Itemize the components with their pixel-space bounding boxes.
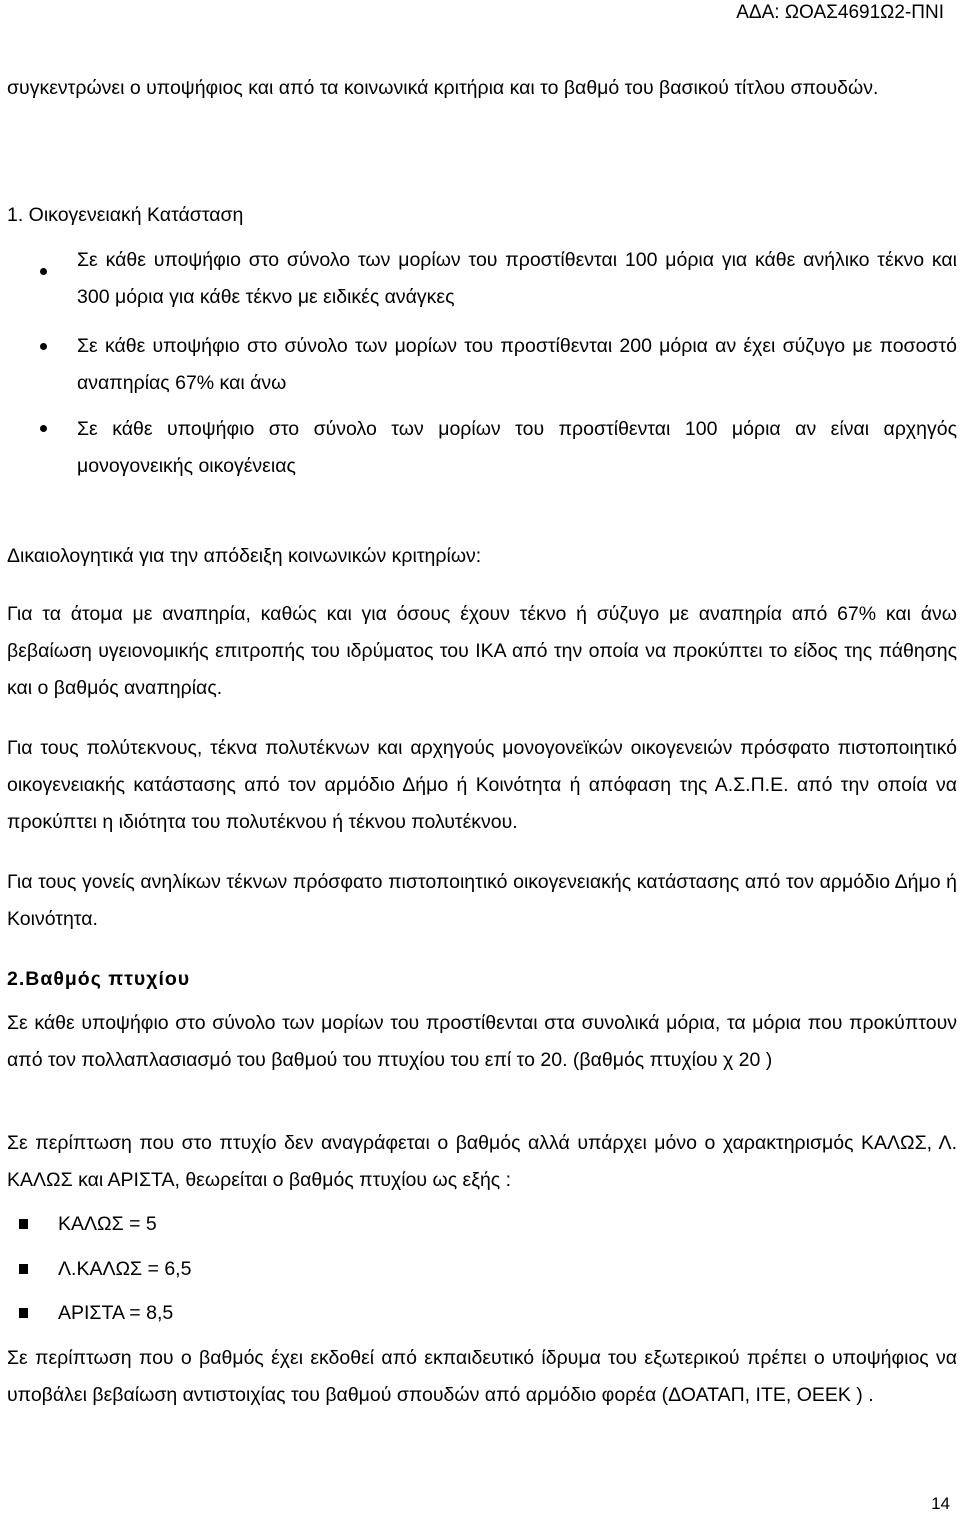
section-1-title: 1. Οικογενειακή Κατάσταση [7, 204, 244, 226]
page-number: 14 [931, 1494, 950, 1513]
docs-title: Δικαιολογητικά για την απόδειξη κοινωνικών κριτηρίων: [7, 545, 482, 567]
bullet-item: Σε κάθε υποψήφιο στο σύνολο των μορίων του προστίθενται 200 μόρια αν έχει σύζυγο με ποσοστό αναπηρίας 67% και άνω [77, 335, 957, 394]
grade-item: ΑΡΙΣΤΑ = 8,5 [58, 1302, 174, 1324]
degree-paragraph-2: Σε περίπτωση που στο πτυχίο δεν αναγράφεται ο βαθμός αλλά υπάρχει μόνο ο χαρακτηρισμός ΚΑΛΩΣ, Λ. ΚΑΛΩΣ και ΑΡΙΣΤΑ, θεωρείται ο βαθμός πτυχίου ως εξής : [7, 1132, 957, 1191]
degree-paragraph-1: Σε κάθε υποψήφιο στο σύνολο των μορίων του προστίθενται στα συνολικά μόρια, τα μόρια που προκύπτουν από τον πολλαπλασιασμό του βαθμού του πτυχίου του επί το 20. (βαθμός πτυχίου χ 20 ) [7, 1012, 957, 1071]
bullet-dot-icon [40, 268, 47, 275]
square-bullet-icon [19, 1308, 28, 1318]
parents-paragraph: Για τους γονείς ανηλίκων τέκνων πρόσφατο πιστοποιητικό οικογενειακής κατάστασης από τον αρμόδιο Δήμο ή Κοινότητα. [7, 871, 957, 930]
intro-paragraph: συγκεντρώνει ο υποψήφιος και από τα κοινωνικά κριτήρια και το βαθμό του βασικού τίτλου σπουδών. [7, 77, 879, 99]
bullet-dot-icon [40, 343, 47, 350]
grade-item: Λ.ΚΑΛΩΣ = 6,5 [58, 1258, 192, 1280]
disability-paragraph: Για τα άτομα με αναπηρία, καθώς και για όσους έχουν τέκνο ή σύζυγο με αναπηρία από 67% και άνω βεβαίωση υγειονομικής επιτροπής του ιδρύματος του ΙΚΑ από την οποία να προκύπτει το είδος της πάθησης και ο βαθμός αναπηρίας. [7, 603, 957, 699]
ada-header: ΑΔΑ: ΩΟΑΣ4691Ω2-ΠΝΙ [736, 2, 944, 23]
large-family-paragraph: Για τους πολύτεκνους, τέκνα πολυτέκνων και αρχηγούς μονογονεϊκών οικογενειών πρόσφατο πιστοποιητικό οικογενειακής κατάστασης από τον αρμόδιο Δήμο ή Κοινότητα ή απόφαση της Α.Σ.Π.Ε. από την οποία να προκύπτει η ιδιότητα του πολυτέκνου ή τέκνου πολυτέκνου. [7, 737, 957, 833]
bullet-item: Σε κάθε υποψήφιο στο σύνολο των μορίων του προστίθενται 100 μόρια για κάθε ανήλικο τέκνο και 300 μόρια για κάθε τέκνο με ειδικές ανάγκες [77, 249, 957, 308]
bullet-dot-icon [40, 425, 47, 432]
grade-item: ΚΑΛΩΣ = 5 [58, 1213, 157, 1235]
square-bullet-icon [19, 1264, 28, 1274]
degree-paragraph-3: Σε περίπτωση που ο βαθμός έχει εκδοθεί από εκπαιδευτικό ίδρυμα του εξωτερικού πρέπει ο υποψήφιος να υποβάλει βεβαίωση αντιστοιχίας του βαθμού σπουδών από αρμόδιο φορέα (ΔΟΑΤΑΠ, ΙΤΕ, ΟΕΕΚ ) . [7, 1347, 957, 1406]
square-bullet-icon [19, 1219, 28, 1229]
bullet-item: Σε κάθε υποψήφιο στο σύνολο των μορίων του προστίθενται 100 μόρια αν είναι αρχηγός μονογονεικής οικογένειας [77, 418, 957, 477]
section-2-title: 2.Βαθμός πτυχίου [7, 968, 191, 990]
